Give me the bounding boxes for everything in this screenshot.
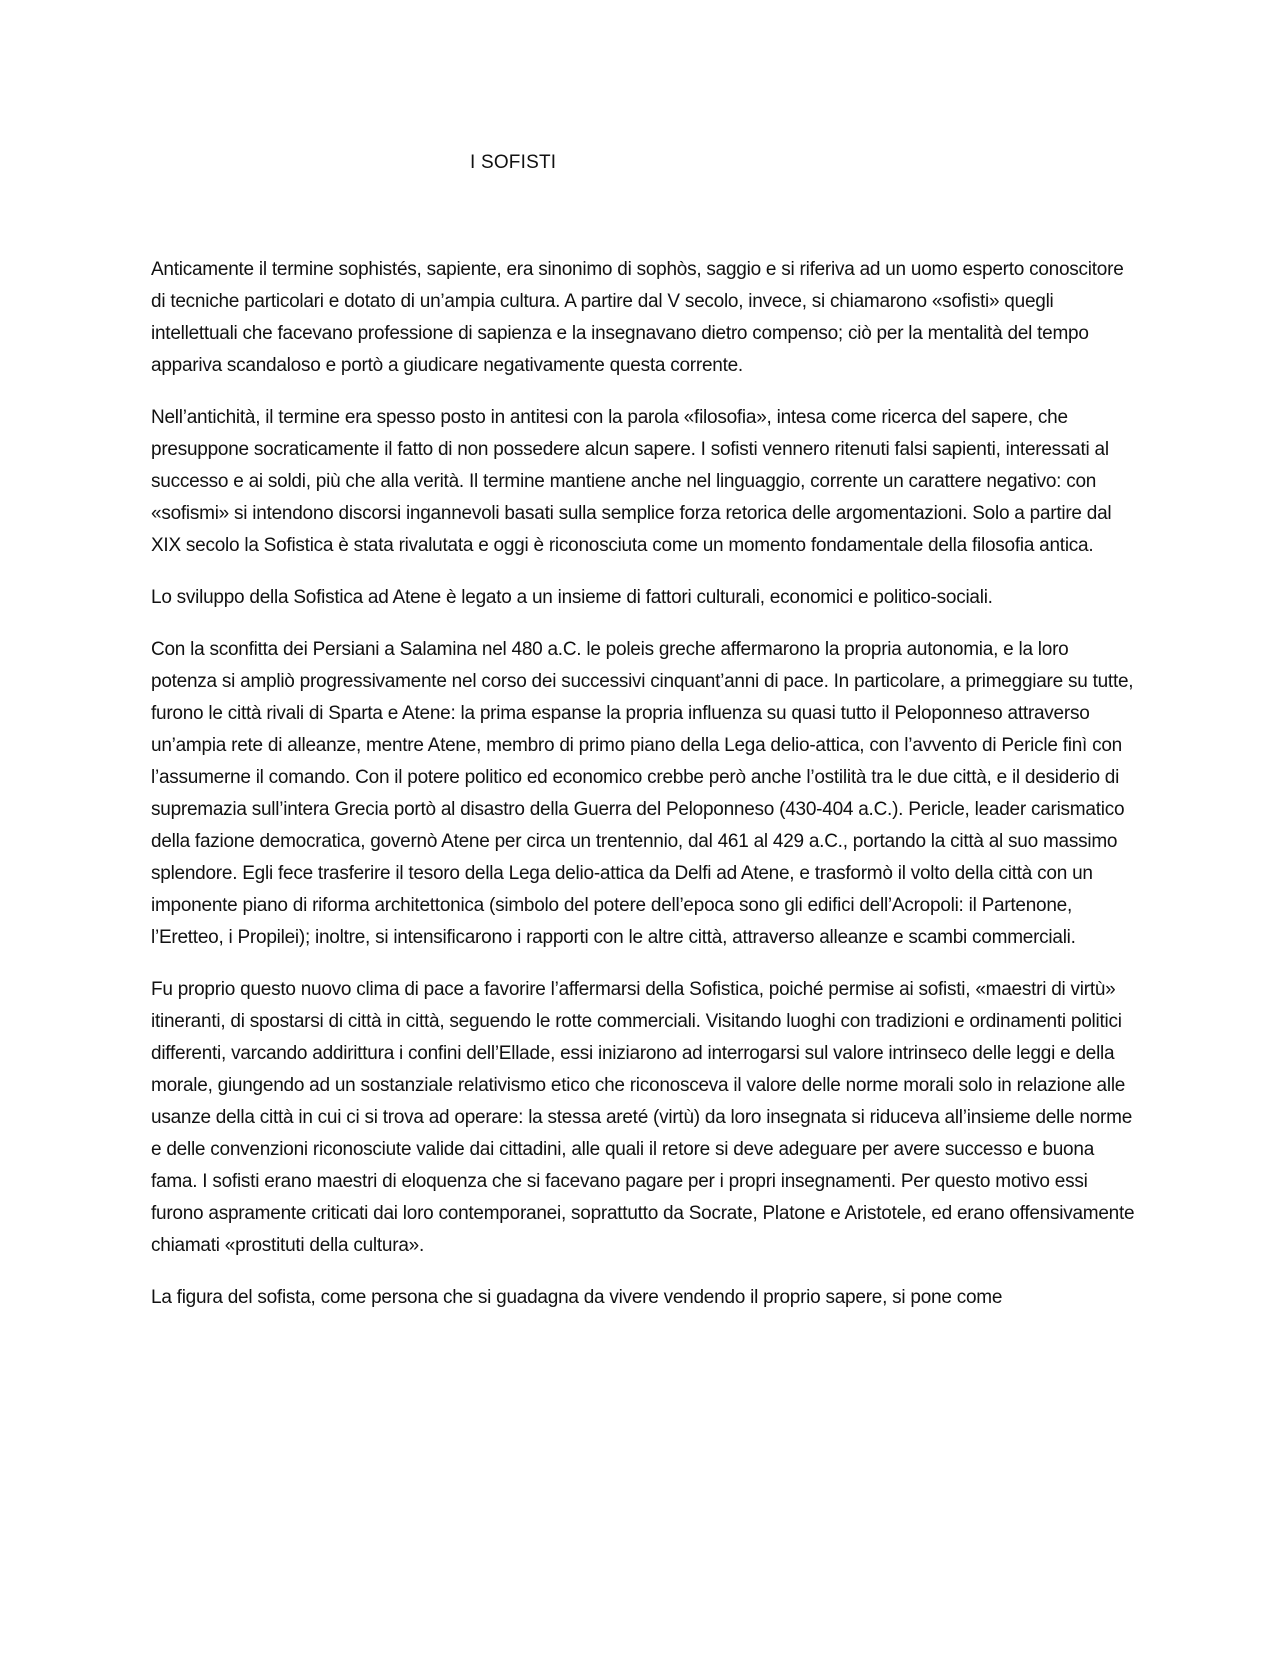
paragraph-1: Anticamente il termine sophistés, sapiente, era sinonimo di sophòs, saggio e si riferiva ad un uomo esperto conoscitore di tecniche particolari e dotato di un’ampia cultura. A partire dal V secolo, invece, si chiamarono «sofisti» quegli intellettuali che facevano professione di sapienza e la insegnavano dietro compenso; ciò per la mentalità del tempo appariva scandaloso e portò a giudicare negativamente questa corrente. xyxy=(151,259,1124,376)
paragraph-4: Con la sconfitta dei Persiani a Salamina nel 480 a.C. le poleis greche affermarono la propria autonomia, e la loro potenza si ampliò progressivamente nel corso dei successivi cinquant’anni di pace. In particolare, a primeggiare su tutte, furono le città rivali di Sparta e Atene: la prima espanse la propria influenza su quasi tutto il Peloponneso attraverso un’ampia rete di alleanze, mentre Atene, membro di primo piano della Lega delio-attica, con l’avvento di Pericle finì con l’assumerne il comando. Con il potere politico ed economico crebbe però anche l’ostilità tra le due città, e il desiderio di supremazia sull’intera Grecia portò al disastro della Guerra del Peloponneso (430-404 a.C.). Pericle, leader carismatico della fazione democratica, governò Atene per circa un trentennio, dal 461 al 429 a.C., portando la città al suo massimo splendore. Egli fece trasferire il tesoro della Lega delio-attica da Delfi ad Atene, e trasformò il volto della città con un imponente piano di riforma architettonica (simbolo del potere dell’epoca sono gli edifici dell’Acropoli: il Partenone, l’Eretteo, i Propilei); inoltre, si intensificarono i rapporti con le altre città, attraverso alleanze e scambi commerciali. xyxy=(151,639,1134,948)
paragraph-5: Fu proprio questo nuovo clima di pace a favorire l’affermarsi della Sofistica, poiché permise ai sofisti, «maestri di virtù» itineranti, di spostarsi di città in città, seguendo le rotte commerciali. Visitando luoghi con tradizioni e ordinamenti politici differenti, varcando addirittura i confini dell’Ellade, essi iniziarono ad interrogarsi sul valore intrinseco delle leggi e della morale, giungendo ad un sostanziale relativismo etico che riconosceva il valore delle norme morali solo in relazione alle usanze della città in cui ci si trova ad operare: la stessa areté (virtù) da loro insegnata si riduceva all’insieme delle norme e delle convenzioni riconosciute valide dai cittadini, alle quali il retore si deve adeguare per avere successo e buona fama. I sofisti erano maestri di eloquenza che si facevano pagare per i propri insegnamenti. Per questo motivo essi furono aspramente criticati dai loro contemporanei, soprattutto da Socrate, Platone e Aristotele, ed erano offensivamente chiamati «prostituti della cultura». xyxy=(151,979,1135,1256)
document-body xyxy=(151,254,1136,1334)
paragraph-6: La figura del sofista, come persona che si guadagna da vivere vendendo il proprio sapere, si pone come xyxy=(151,1287,1003,1308)
paragraph-3: Lo sviluppo della Sofistica ad Atene è legato a un insieme di fattori culturali, economici e politico-sociali. xyxy=(151,587,993,608)
paragraph-2: Nell’antichità, il termine era spesso posto in antitesi con la parola «filosofia», intesa come ricerca del sapere, che presuppone socraticamente il fatto di non possedere alcun sapere. I sofisti vennero ritenuti falsi sapienti, interessati al successo e ai soldi, più che alla verità. Il termine mantiene anche nel linguaggio, corrente un carattere negativo: con «sofismi» si intendono discorsi ingannevoli basati sulla semplice forza retorica delle argomentazioni. Solo a partire dal XIX secolo la Sofistica è stata rivalutata e oggi è riconosciuta come un momento fondamentale della filosofia antica. xyxy=(151,407,1112,556)
document-title: I SOFISTI xyxy=(470,152,557,173)
